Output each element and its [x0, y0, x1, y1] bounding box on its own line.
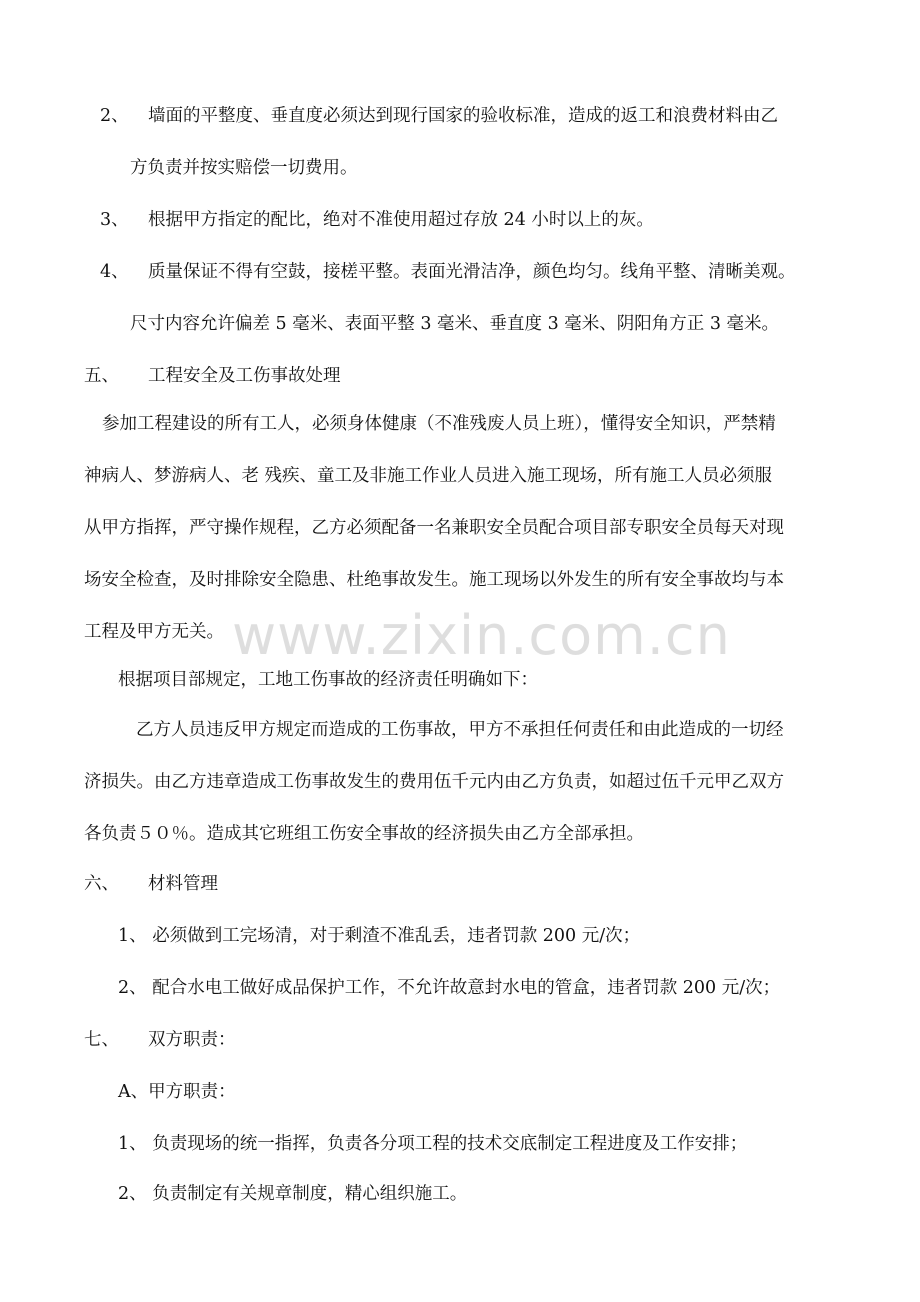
item-4 [100, 260, 796, 284]
section-5-heading [84, 364, 341, 388]
paragraph-line: 从甲方指挥，严守操作规程，乙方必须配备一名兼职安全员配合项目部专职安全员每天对现 [84, 518, 784, 538]
list-item: 1、 负责现场的统一指挥，负责各分项工程的技术交底制定工程进度及工作安排； [118, 1134, 748, 1154]
paragraph-line: 各负责５０％。造成其它班组工伤安全事故的经济损失由乙方全部承担。 [84, 824, 644, 844]
section-title: 工程安全及工伤事故处理 [148, 366, 341, 386]
list-item: 1、 必须做到工完场清，对于剩渣不准乱丢，违者罚款 200 元/次； [118, 926, 641, 946]
paragraph-line: 济损失。由乙方违章造成工伤事故发生的费用伍千元内由乙方负责，如超过伍千元甲乙双方 [84, 772, 784, 792]
section-7-heading [84, 1028, 236, 1052]
item-4-continuation: 尺寸内容允许偏差 5 毫米、表面平整 3 毫米、垂直度 3 毫米、阴阳角方正 3 毫米。 [130, 314, 780, 334]
paragraph-line: 神病人、梦游病人、老 残疾、童工及非施工作业人员进入施工现场，所有施工人员必须服 [84, 466, 773, 486]
item-number: 3、 [100, 210, 129, 230]
item-text: 根据甲方指定的配比，绝对不准使用超过存放 24 小时以上的灰。 [148, 210, 654, 230]
item-2 [100, 104, 778, 128]
item-3 [100, 208, 654, 232]
paragraph-line: 根据项目部规定，工地工伤事故的经济责任明确如下： [118, 670, 538, 690]
section-title: 材料管理 [148, 874, 218, 894]
item-text: 墙面的平整度、垂直度必须达到现行国家的验收标准，造成的返工和浪费材料由乙 [148, 106, 778, 126]
section-6-heading [84, 872, 218, 896]
item-number: 4、 [100, 262, 129, 282]
section-number: 六、 [84, 874, 119, 894]
paragraph-line: 参加工程建设的所有工人，必须身体健康（不准残废人员上班），懂得安全知识，严禁精 [102, 414, 776, 434]
section-title: 双方职责： [148, 1030, 236, 1050]
paragraph-line: 乙方人员违反甲方规定而造成的工伤事故，甲方不承担任何责任和由此造成的一切经 [136, 720, 784, 740]
item-number: 2、 [100, 106, 129, 126]
section-number: 七、 [84, 1030, 119, 1050]
watermark: www.zixin.com.cn [232, 604, 731, 667]
list-item: 2、 配合水电工做好成品保护工作，不允许故意封水电的管盒，违者罚款 200 元/次； [118, 978, 781, 998]
list-item: 2、 负责制定有关规章制度，精心组织施工。 [118, 1184, 468, 1204]
subsection-heading: A、甲方职责： [118, 1082, 236, 1102]
paragraph-line: 工程及甲方无关。 [84, 622, 224, 642]
item-2-continuation: 方负责并按实赔偿一切费用。 [130, 158, 358, 178]
paragraph-line: 场安全检查，及时排除安全隐患、杜绝事故发生。施工现场以外发生的所有安全事故均与本 [84, 570, 784, 590]
item-text: 质量保证不得有空鼓，接槎平整。表面光滑洁净，颜色均匀。线角平整、清晰美观。 [148, 262, 796, 282]
section-number: 五、 [84, 366, 119, 386]
